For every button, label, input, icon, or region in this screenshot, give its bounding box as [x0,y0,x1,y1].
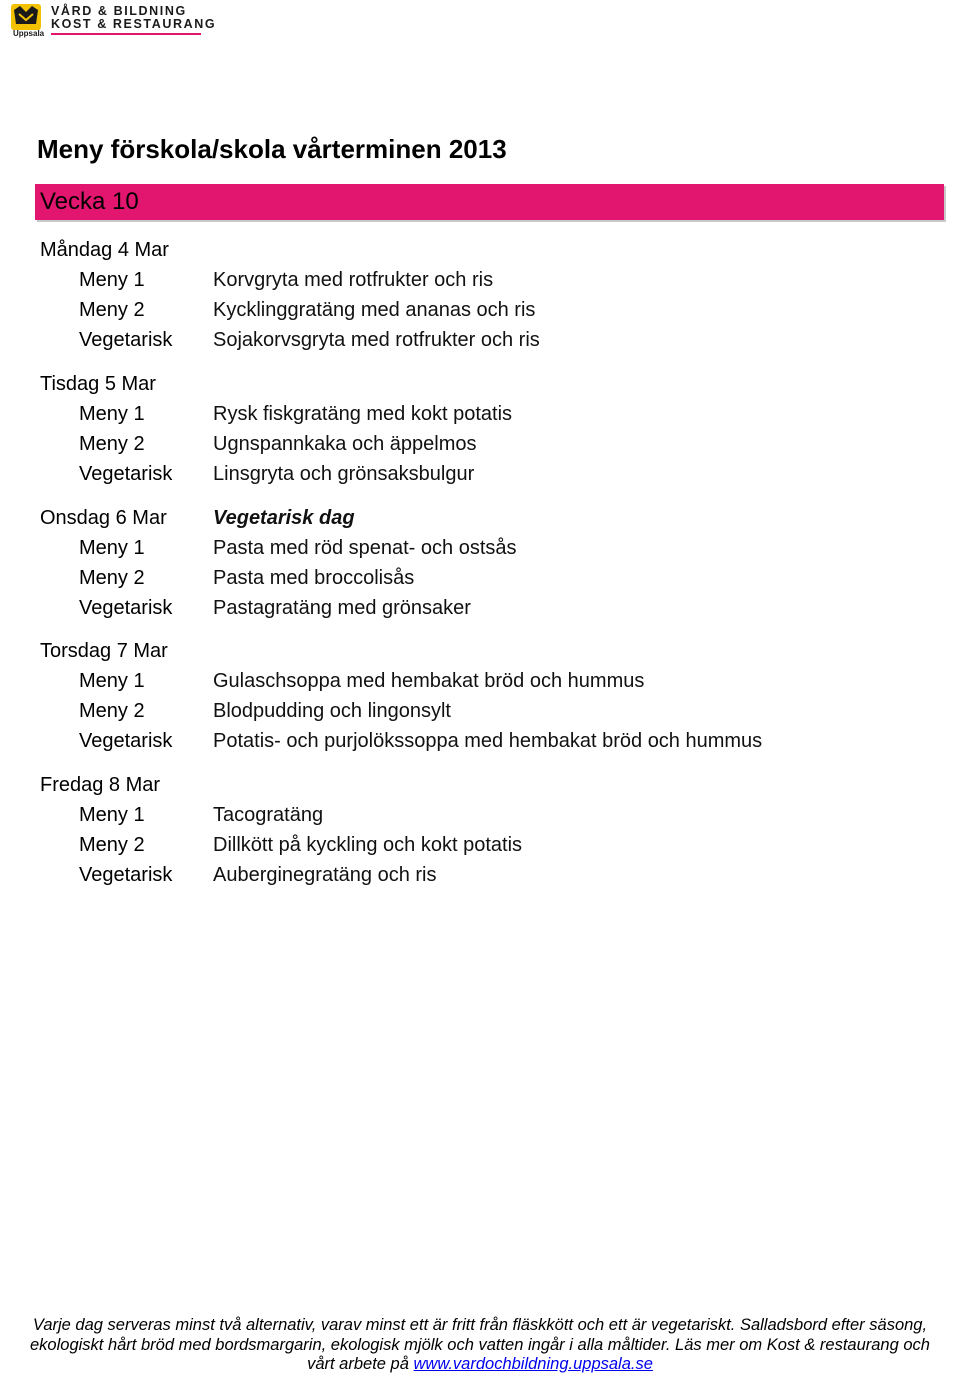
row-label-meny1: Meny 1 [79,403,145,425]
row-label-vegetarisk: Vegetarisk [79,864,173,886]
day-label-wednesday: Onsdag 6 Mar [40,507,167,529]
dish-friday-meny1: Tacogratäng [213,804,324,826]
footer-website-link[interactable]: www.vardochbildning.uppsala.se [413,1355,653,1373]
brand-line1: VÅRD & BILDNING [51,4,187,18]
brand-underline [51,33,201,35]
dish-thursday-meny2: Blodpudding och lingonsylt [213,700,451,722]
brand-line2: KOST & RESTAURANG [51,17,217,31]
day-theme-wednesday: Vegetarisk dag [213,507,355,529]
dish-thursday-meny1: Gulaschsoppa med hembakat bröd och hummus [213,670,645,692]
footer-note [0,1316,960,1375]
row-label-meny2: Meny 2 [79,299,145,321]
dish-friday-meny2: Dillkött på kyckling och kokt potatis [213,834,523,856]
row-label-meny1: Meny 1 [79,537,145,559]
footer-line-3 [0,1355,960,1375]
footer-line-3-prefix: vårt arbete på [307,1355,409,1373]
dish-tuesday-vegetarisk: Linsgryta och grönsaksbulgur [213,463,475,485]
footer-line-1: Varje dag serveras minst två alternativ, varav minst ett är fritt från fläskkött och ett är vegetariskt. Salladsbord efter säsong, [32,1316,928,1334]
day-label-monday: Måndag 4 Mar [40,239,169,261]
row-label-meny2: Meny 2 [79,567,145,589]
dish-monday-meny1: Korvgryta med rotfrukter och ris [213,269,494,291]
row-label-meny2: Meny 2 [79,834,145,856]
row-label-meny2: Meny 2 [79,700,145,722]
dish-wednesday-meny2: Pasta med broccolisås [213,567,415,589]
row-label-vegetarisk: Vegetarisk [79,329,173,351]
row-label-vegetarisk: Vegetarisk [79,463,173,485]
row-label-meny1: Meny 1 [79,804,145,826]
dish-wednesday-meny1: Pasta med röd spenat- och ostsås [213,537,517,559]
brand-logo [8,2,217,42]
week-label: Vecka 10 [40,188,139,215]
dish-monday-vegetarisk: Sojakorvsgryta med rotfrukter och ris [213,329,540,351]
brand-city: Uppsala [13,29,45,38]
row-label-vegetarisk: Vegetarisk [79,597,173,619]
row-label-meny1: Meny 1 [79,670,145,692]
day-label-thursday: Torsdag 7 Mar [40,640,168,662]
dish-tuesday-meny2: Ugnspannkaka och äppelmos [213,433,477,455]
dish-thursday-vegetarisk: Potatis- och purjolökssoppa med hembakat bröd och hummus [213,730,763,752]
dish-monday-meny2: Kycklinggratäng med ananas och ris [213,299,536,321]
page-title: Meny förskola/skola vårterminen 2013 [37,134,507,164]
day-label-friday: Fredag 8 Mar [40,774,161,796]
row-label-meny1: Meny 1 [79,269,145,291]
day-label-tuesday: Tisdag 5 Mar [40,373,156,395]
footer-line-2: ekologiskt hårt bröd med bordsmargarin, ekologisk mjölk och vatten ingår i alla måltider. Läs mer om Kost & restaurang och [30,1335,930,1354]
dish-tuesday-meny1: Rysk fiskgratäng med kokt potatis [213,403,513,425]
row-label-vegetarisk: Vegetarisk [79,730,173,752]
row-label-meny2: Meny 2 [79,433,145,455]
week-header [35,184,944,220]
dish-friday-vegetarisk: Auberginegratäng och ris [213,864,437,886]
dish-wednesday-vegetarisk: Pastagratäng med grönsaker [213,597,471,619]
